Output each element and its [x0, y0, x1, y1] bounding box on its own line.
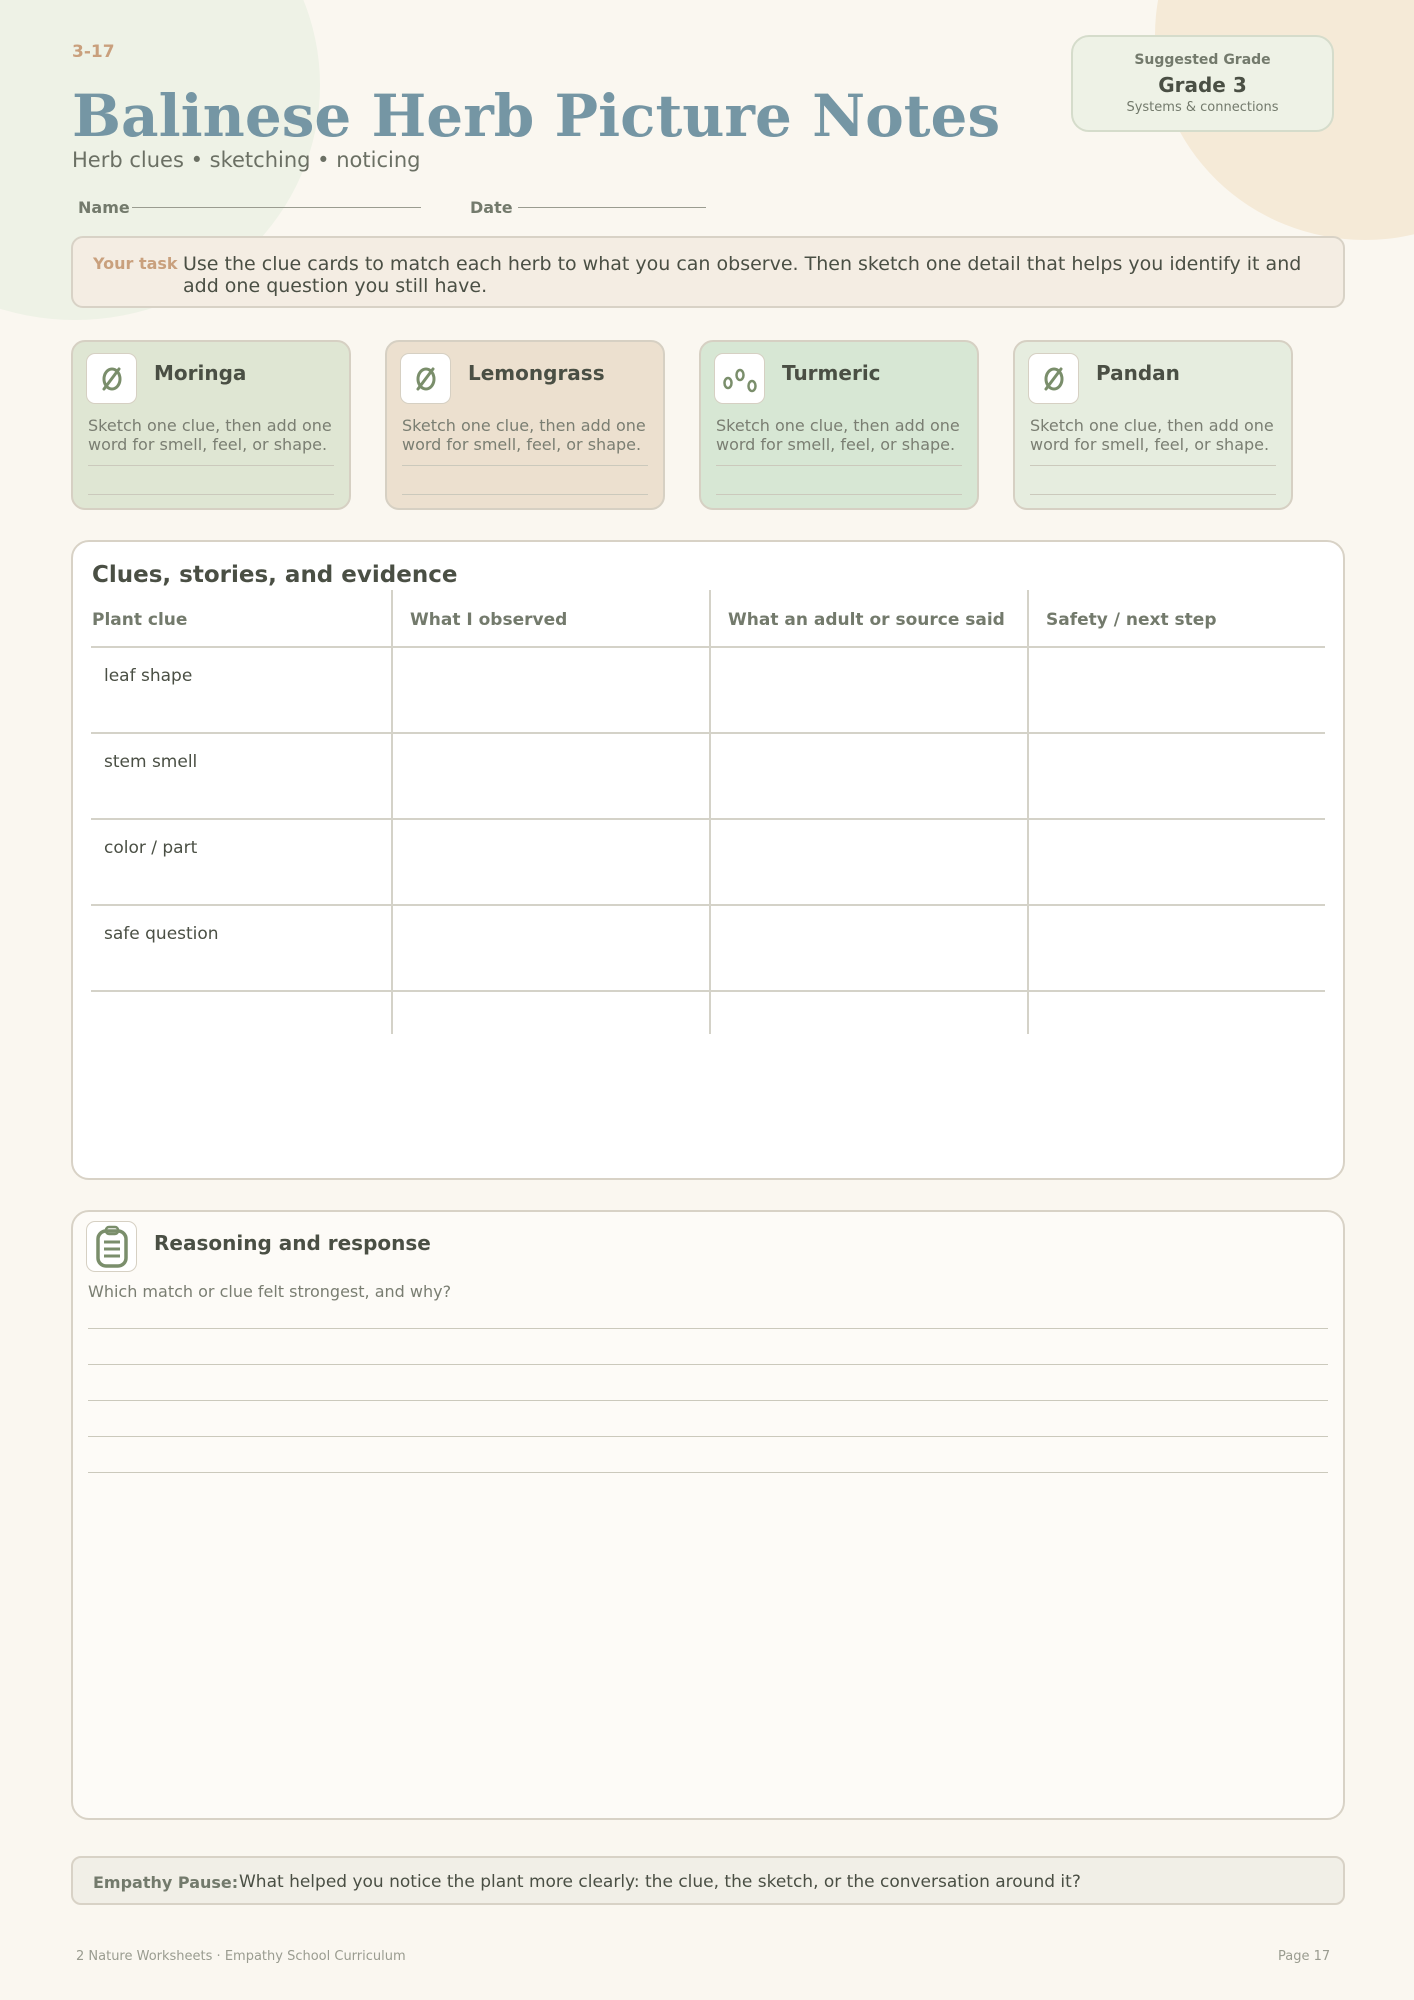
sketch-line[interactable] [1030, 494, 1276, 495]
evidence-table-title: Clues, stories, and evidence [92, 562, 458, 588]
table-row-label: leaf shape [104, 666, 193, 686]
leaf-icon [86, 353, 137, 404]
grade-label: Suggested Grade [1134, 52, 1271, 68]
column-header: Safety / next step [1046, 610, 1217, 630]
herb-prompt: Sketch one clue, then add one word for smell, feel, or shape. [1030, 416, 1274, 454]
herb-card-pandan [1013, 340, 1293, 510]
name-label: Name [78, 198, 130, 217]
page-code: 3-17 [72, 42, 115, 62]
empathy-label: Empathy Pause: [93, 1873, 239, 1892]
answer-line[interactable] [88, 1472, 1328, 1473]
herb-name: Moringa [154, 361, 247, 385]
empathy-pause-box [71, 1856, 1345, 1905]
column-divider [1027, 590, 1029, 1034]
answer-line[interactable] [88, 1364, 1328, 1365]
task-text: Use the clue cards to match each herb to what you can observe. Then sketch one detail that helps you identify it and add one question you still have. [183, 253, 1302, 297]
date-field[interactable] [518, 207, 706, 208]
column-header: Plant clue [92, 610, 188, 630]
header-rule [91, 646, 1325, 648]
table-row-label: safe question [104, 924, 219, 944]
herb-name: Lemongrass [468, 361, 605, 385]
task-box [71, 236, 1345, 308]
table-row-label: color / part [104, 838, 198, 858]
column-header: What an adult or source said [728, 610, 1005, 630]
herb-prompt: Sketch one clue, then add one word for smell, feel, or shape. [88, 416, 332, 454]
herb-card-lemongrass [385, 340, 665, 510]
herb-prompt: Sketch one clue, then add one word for smell, feel, or shape. [402, 416, 646, 454]
answer-line[interactable] [88, 1400, 1328, 1401]
reasoning-prompt: Which match or clue felt strongest, and why? [88, 1282, 452, 1301]
table-row-label: stem smell [104, 752, 198, 772]
reasoning-panel [71, 1210, 1345, 1820]
herb-card-turmeric [699, 340, 979, 510]
sketch-line[interactable] [402, 494, 648, 495]
sketch-line[interactable] [716, 465, 962, 466]
column-divider [391, 590, 393, 1034]
sketch-line[interactable] [88, 465, 334, 466]
grade-box [1071, 35, 1334, 132]
sketch-line[interactable] [1030, 465, 1276, 466]
seeds-icon [714, 353, 765, 404]
grade-theme: Systems & connections [1126, 100, 1279, 115]
row-rule [91, 904, 1325, 906]
herb-prompt: Sketch one clue, then add one word for smell, feel, or shape. [716, 416, 960, 454]
footer-page-number: Page 17 [1278, 1949, 1331, 1964]
row-rule [91, 818, 1325, 820]
name-field[interactable] [132, 207, 421, 208]
sketch-line[interactable] [402, 465, 648, 466]
grade-value: Grade 3 [1158, 73, 1247, 97]
sketch-line[interactable] [716, 494, 962, 495]
evidence-table-panel [71, 540, 1345, 1180]
leaf-icon [400, 353, 451, 404]
reasoning-title: Reasoning and response [154, 1231, 431, 1255]
herb-card-moringa [71, 340, 351, 510]
column-header: What I observed [410, 610, 568, 630]
task-label: Your task [93, 254, 178, 273]
row-rule [91, 732, 1325, 734]
date-label: Date [470, 198, 513, 217]
answer-line[interactable] [88, 1328, 1328, 1329]
clipboard-icon [86, 1221, 137, 1272]
leaf-icon [1028, 353, 1079, 404]
page-subtitle: Herb clues • sketching • noticing [72, 148, 421, 172]
sketch-line[interactable] [88, 494, 334, 495]
footer-curriculum: 2 Nature Worksheets · Empathy School Curriculum [76, 1949, 406, 1964]
page-title: Balinese Herb Picture Notes [72, 82, 1001, 150]
herb-name: Pandan [1096, 361, 1180, 385]
answer-line[interactable] [88, 1436, 1328, 1437]
row-rule [91, 990, 1325, 992]
herb-name: Turmeric [782, 361, 881, 385]
column-divider [709, 590, 711, 1034]
empathy-text: What helped you notice the plant more clearly: the clue, the sketch, or the conversation around it? [239, 1872, 1081, 1892]
